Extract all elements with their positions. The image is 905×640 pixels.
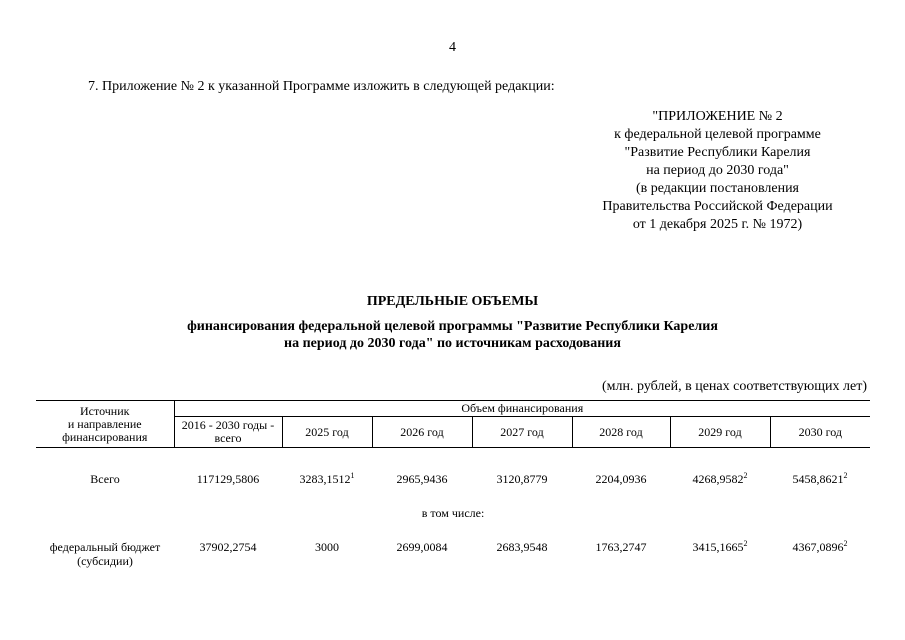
footnote-mark: 2 — [743, 471, 748, 480]
column-header-2030: 2030 год — [770, 417, 870, 448]
appendix-line: на период до 2030 года" — [646, 163, 789, 178]
appendix-line: Правительства Российской Федерации — [602, 199, 833, 214]
row-label: федеральный бюджет (субсидии) — [49, 540, 161, 568]
column-header-2025: 2025 год — [282, 417, 372, 448]
intro-paragraph: 7. Приложение № 2 к указанной Программе изложить в следующей редакции: — [88, 79, 555, 94]
unit-note: (млн. рублей, в ценах соответствующих лет) — [602, 379, 867, 394]
footnote-mark: 1 — [350, 471, 355, 480]
document-subtitle — [0, 318, 905, 352]
table-row — [36, 468, 870, 486]
cell-value: 5458,8621$^2$ — [792, 471, 848, 486]
subtitle-line-1: финансирования федеральной целевой программы "Развитие Республики Карелия — [187, 319, 718, 334]
footnote-mark: 2 — [843, 539, 848, 548]
table-row — [36, 506, 870, 520]
financing-table — [36, 400, 870, 568]
cell-value: 37902,2754 — [199, 540, 257, 554]
source-column-header: Источник и направление финансирования — [36, 401, 174, 448]
footnote-mark: 2 — [743, 539, 748, 548]
cell-value: 2683,9548 — [496, 540, 548, 554]
row-label: Всего — [90, 472, 120, 486]
column-header-2026: 2026 год — [372, 417, 472, 448]
row-label: в том числе: — [421, 506, 485, 520]
cell-value: 4367,0896$^2$ — [792, 539, 848, 554]
appendix-line: "Развитие Республики Карелия — [624, 145, 811, 160]
cell-value: 3000 — [315, 540, 339, 554]
cell-value: 2699,0084 — [396, 540, 448, 554]
column-header-2029: 2029 год — [670, 417, 770, 448]
column-header-2028: 2028 год — [572, 417, 670, 448]
cell-value: 117129,5806 — [196, 472, 260, 486]
cell-value: 3415,1665$^2$ — [692, 539, 748, 554]
footnote-mark: 2 — [843, 471, 848, 480]
appendix-line: к федеральной целевой программе — [614, 127, 821, 142]
appendix-line: "ПРИЛОЖЕНИЕ № 2 — [652, 109, 783, 124]
cell-value: 4268,9582$^2$ — [692, 471, 748, 486]
appendix-line: от 1 декабря 2025 г. № 1972) — [632, 217, 803, 232]
cell-value: 3283,1512$^1$ — [299, 471, 355, 486]
cell-value: 2204,0936 — [595, 472, 647, 486]
cell-value: 2965,9436 — [396, 472, 448, 486]
page-number: 4 — [449, 40, 456, 55]
subtitle-line-2: на период до 2030 года" по источникам расходования — [284, 336, 621, 351]
column-header-total: 2016 - 2030 годы - всего — [174, 417, 282, 448]
appendix-stamp — [565, 108, 870, 234]
cell-value: 3120,8779 — [496, 472, 548, 486]
column-header-2027: 2027 год — [472, 417, 572, 448]
appendix-line: (в редакции постановления — [635, 181, 800, 196]
cell-value: 1763,2747 — [595, 540, 647, 554]
financing-volume-header: Объем финансирования — [174, 401, 870, 417]
document-title: ПРЕДЕЛЬНЫЕ ОБЪЕМЫ — [366, 294, 539, 309]
table-row — [36, 540, 870, 568]
